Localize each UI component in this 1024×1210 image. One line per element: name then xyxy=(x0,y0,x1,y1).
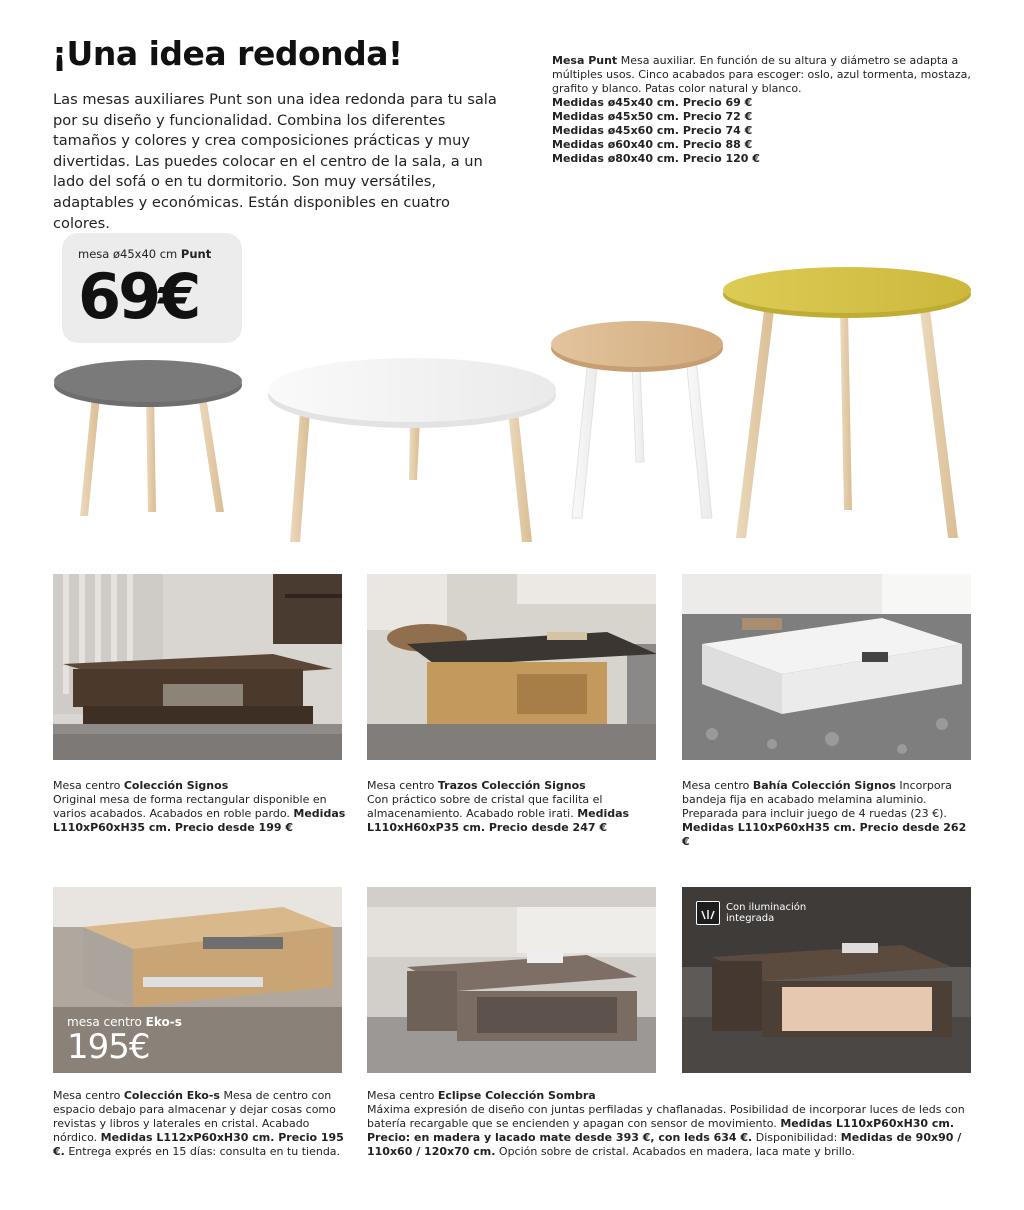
spec-size-row: Medidas ø45x40 cm. Precio 69 € xyxy=(552,96,753,109)
mustard-punt-table xyxy=(723,267,971,538)
product-caption-eko-s: Mesa centro Colección Eko-s Mesa de centro con espacio debajo para almacenar y dejar cosas como revistas y libros y laterales en cristal. Acabado nórdico. Medidas L112xP60xH30 cm. Precio 195 €. Entrega exprés en 15 días: consulta en tu tienda. xyxy=(53,1089,344,1158)
spec-block xyxy=(552,54,992,166)
price-badge xyxy=(62,233,242,343)
eko-s-overlay-label: mesa centro xyxy=(67,1015,142,1029)
product-caption-signos: Mesa centro Colección Signos Original mesa de forma rectangular disponible en varios acabados. Acabados en roble pardo. Medidas L110xP60xH35 cm. Precio desde 199 € xyxy=(53,779,346,834)
spec-description: Mesa auxiliar. En función de su altura y diámetro se adapta a múltiples usos. Cinco acabados para escoger: oslo, azul tormenta, mostaza, grafito y blanco. Patas color natural y blanco. xyxy=(552,54,971,95)
oak-punt-table xyxy=(551,321,723,518)
signos-table-photo xyxy=(53,574,342,760)
spec-size-row: Medidas ø80x40 cm. Precio 120 € xyxy=(552,152,760,165)
badge-price: 69€ xyxy=(78,260,199,333)
eko-s-table-photo xyxy=(53,887,342,1073)
product-caption-bahia: Mesa centro Bahía Colección Signos Incorpora bandeja fija en acabado melamina aluminio. Preparada para incluir juego de 4 ruedas (23 €). Medidas L110xP60xH35 cm. Precio desde 262 € xyxy=(682,779,967,848)
page-title: ¡Una idea redonda! xyxy=(52,34,403,73)
product-caption-trazos: Mesa centro Trazos Colección Signos Con práctico sobre de cristal que facilita el almacenamiento. Acabado roble irati. Medidas L110xH60xP35 cm. Precio desde 247 € xyxy=(367,779,630,834)
intro-paragraph: Las mesas auxiliares Punt son una idea redonda para tu sala por su diseño y funcionalidad. Combina los diferentes tamaños y colores y crea composiciones prácticas y muy divertidas. Las puedes colocar en el centro de la sala, a un lado del sofá o en tu dormitorio. Son muy versátiles, adaptables y económicas. Están disponibles en cuatro colores. xyxy=(53,91,497,232)
white-punt-table xyxy=(268,358,556,542)
product-caption-eclipse: Mesa centro Eclipse Colección Sombra Máxima expresión de diseño con juntas perfiladas y chaflanadas. Posibilidad de incorporar luces de leds con batería recargable que se encienden y apagan con sensor de movimiento. Medidas L110xP60xH30 cm. Precio: en madera y lacado mate desde 393 €, con leds 634 €. Disponibilidad: Medidas de 90x90 / 110x60 / 120x70 cm. Opción sobre de cristal. Acabados en madera, laca mate y brillo. xyxy=(367,1089,965,1158)
eclipse-table-photo xyxy=(367,887,656,1073)
eclipse-led-table-photo xyxy=(682,887,971,1073)
badge-name: Punt xyxy=(180,247,212,261)
spec-name: Mesa Punt xyxy=(552,54,618,67)
spec-size-row: Medidas ø45x50 cm. Precio 72 € xyxy=(552,110,753,123)
trazos-table-photo xyxy=(367,574,656,760)
grey-punt-table xyxy=(54,360,242,516)
spec-size-row: Medidas ø45x60 cm. Precio 74 € xyxy=(552,124,753,137)
badge-label: mesa ø45x40 cm xyxy=(78,247,178,261)
eko-s-price-overlay: mesa centro Eko-s 195€ xyxy=(67,1015,182,1067)
eko-s-overlay-price: 195€ xyxy=(67,1027,150,1067)
spec-size-row: Medidas ø60x40 cm. Precio 88 € xyxy=(552,138,753,151)
led-light-icon xyxy=(696,901,720,925)
led-caption: Con iluminación integrada xyxy=(726,902,807,924)
bahia-table-photo xyxy=(682,574,971,760)
